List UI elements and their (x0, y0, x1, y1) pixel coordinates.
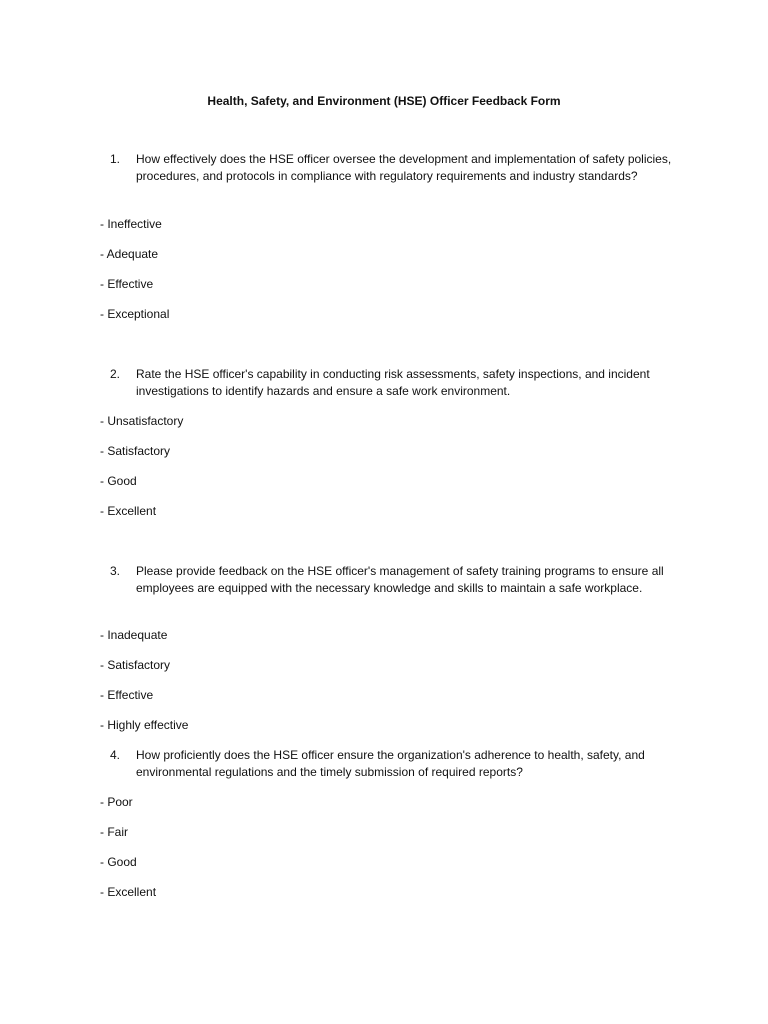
question-text: How proficiently does the HSE officer ensure the organization's adherence to health, safety, and environmental regulations and the timely submission of required reports? (136, 748, 645, 779)
answer-option: - Satisfactory (100, 444, 171, 458)
question-text: Please provide feedback on the HSE officer's management of safety training programs to ensure all employees are equipped with the necessary knowledge and skills to maintain a safe workplace. (136, 564, 664, 595)
answer-option: - Inadequate (100, 628, 168, 642)
answer-option: - Excellent (100, 504, 157, 518)
question-1 (110, 151, 685, 185)
question-4 (110, 747, 685, 781)
question-text: How effectively does the HSE officer oversee the development and implementation of safety policies, procedures, and protocols in compliance with regulatory requirements and industry standards? (136, 152, 672, 183)
question-number: 4. (110, 748, 121, 762)
page-title: Health, Safety, and Environment (HSE) Officer Feedback Form (207, 94, 561, 108)
question-number: 2. (110, 367, 121, 381)
answer-option: - Adequate (100, 247, 159, 261)
answer-option: - Highly effective (100, 718, 189, 732)
answer-option: - Excellent (100, 885, 157, 899)
answer-option: - Satisfactory (100, 658, 171, 672)
answer-option: - Exceptional (100, 307, 170, 321)
question-number: 3. (110, 564, 121, 578)
answer-option: - Good (100, 474, 137, 488)
answer-option: - Good (100, 855, 137, 869)
question-2 (110, 366, 685, 400)
question-3 (110, 563, 685, 597)
answer-option: - Effective (100, 277, 154, 291)
answer-option: - Unsatisfactory (100, 414, 184, 428)
answer-option: - Fair (100, 825, 128, 839)
answer-option: - Effective (100, 688, 154, 702)
answer-option: - Ineffective (100, 217, 162, 231)
question-text: Rate the HSE officer's capability in conducting risk assessments, safety inspections, and incident investigations to identify hazards and ensure a safe work environment. (136, 367, 650, 398)
answer-option: - Poor (100, 795, 133, 809)
question-number: 1. (110, 152, 121, 166)
